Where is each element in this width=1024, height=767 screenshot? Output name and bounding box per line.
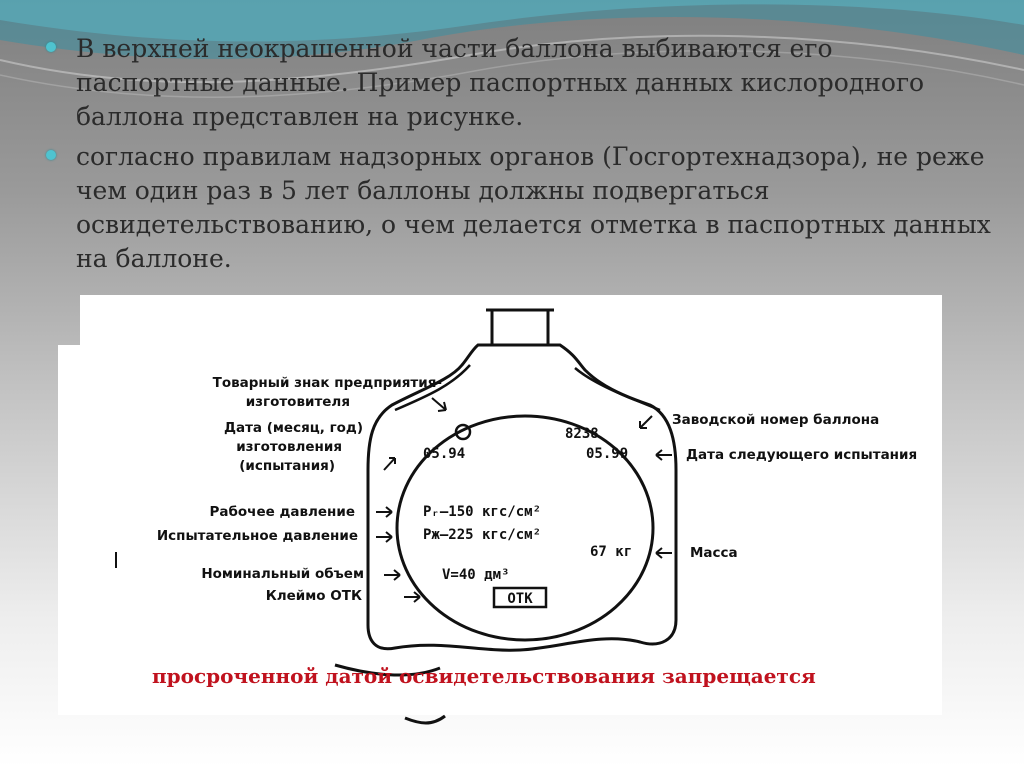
arrow-icon (432, 398, 446, 411)
label-nominal-volume: Номинальный объем (201, 566, 364, 582)
pointer-arrows (376, 398, 672, 602)
arrow-icon (376, 507, 392, 517)
label-otk-stamp: Клеймо ОТК (265, 588, 362, 604)
cylinder-valve-neck (486, 310, 554, 345)
stamp-next-test-date: 05.99 (586, 446, 629, 462)
label-trademark-line1: Товарный знак предприятия- (212, 375, 442, 391)
stamp-manufacture-date: 05.94 (423, 446, 466, 462)
stamp-mass: 67 кг (590, 544, 633, 560)
cylinder-break-mark (405, 716, 445, 723)
bullet-text: В верхней неокрашенной части баллона выбиваются его паспортные данные. Пример паспортных данных кислородного баллона представлен на рисунке. (76, 34, 925, 131)
stamp-otk: ОТК (507, 591, 533, 607)
label-next-test-date: Дата следующего испытания (686, 447, 918, 463)
arrow-icon (384, 570, 400, 580)
arrow-icon (640, 416, 652, 428)
label-working-pressure: Рабочее давление (209, 504, 355, 520)
label-trademark-line2: изготовителя (245, 394, 350, 410)
label-date-line1: Дата (месяц, год) (223, 420, 363, 436)
label-test-pressure: Испытательное давление (156, 528, 358, 544)
label-date-line2: изготовления (236, 439, 342, 455)
warning-text: просроченной датой освидетельствования запрещается (152, 664, 816, 688)
arrow-icon (656, 548, 672, 558)
arrow-icon (404, 592, 420, 602)
stamp-working-pressure: Pᵣ–150 кгс/см² (423, 504, 542, 520)
arrow-icon (376, 532, 392, 542)
label-date-line3: (испытания) (239, 458, 335, 474)
arrow-icon (384, 458, 395, 470)
bullet-text: согласно правилам надзорных органов (Госгортехнадзора), не реже чем один раз в 5 лет баллоны должны подвергаться освидетельствованию, о чем делается отметка в паспортных данных на баллоне. (76, 142, 991, 273)
label-mass: Масса (690, 545, 738, 561)
stamp-test-pressure: Pж–225 кгс/см² (423, 527, 542, 543)
arrow-icon (656, 450, 672, 460)
stamp-serial: 8238 (565, 426, 599, 442)
label-serial-number: Заводской номер баллона (672, 412, 880, 428)
stamp-volume: V=40 дм³ (442, 567, 510, 583)
